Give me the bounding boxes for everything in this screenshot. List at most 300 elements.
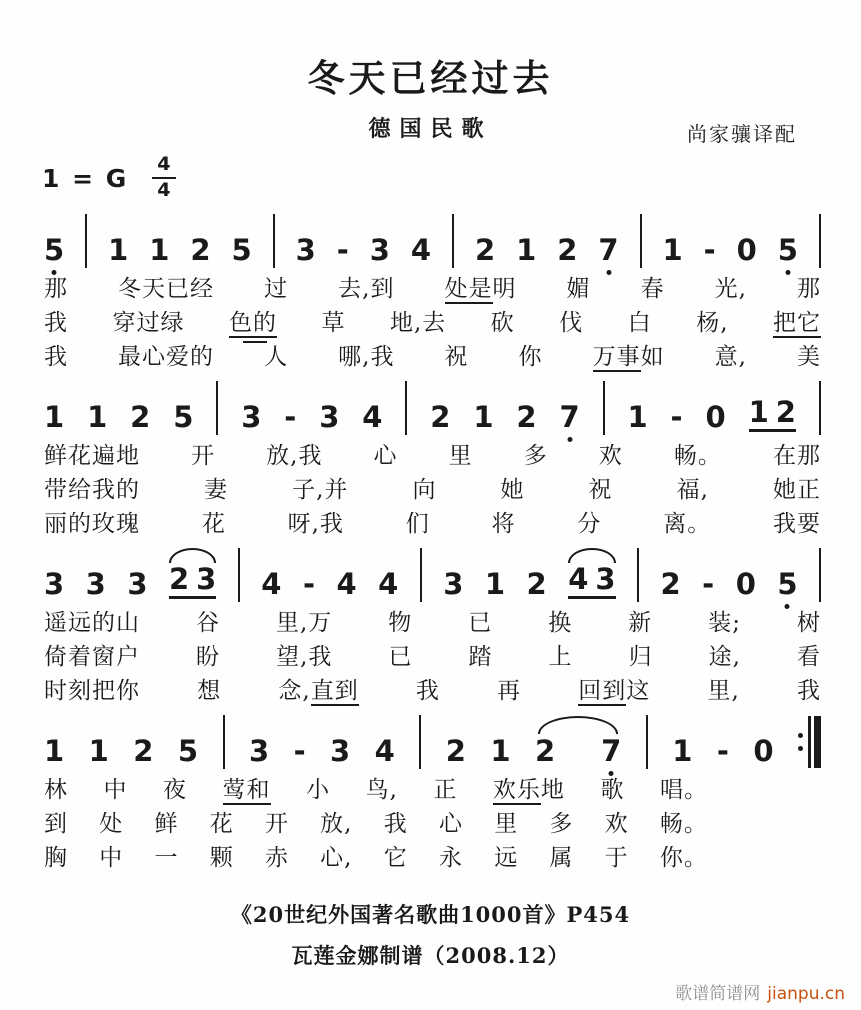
lyric-cell (797, 674, 821, 708)
lyric-cell (196, 606, 220, 640)
syllable: 草 (321, 310, 346, 336)
duration-dash: - (284, 400, 297, 434)
syllable: 远 (494, 845, 519, 871)
note: 4 (410, 233, 432, 267)
syllable: 心 (373, 443, 398, 469)
sheet-music-page (0, 48, 861, 1010)
syllable: 遥远的山 (44, 610, 140, 636)
slurred-note-group (568, 562, 616, 599)
underlined-syllable: 万事 (592, 344, 641, 370)
syllable: 你。 (659, 845, 708, 871)
syllable: 谷 (195, 610, 220, 636)
syllable: 心, (320, 845, 353, 871)
lyric-cell (374, 439, 398, 473)
note: 3 (241, 400, 262, 434)
syllable: 归 (628, 644, 653, 670)
note: 1 (748, 395, 769, 429)
lyric-cell (567, 272, 591, 306)
song-title: 冬天已经过去 (307, 56, 554, 100)
lyric-cell (196, 640, 220, 674)
lyric-cell (593, 340, 665, 374)
syllable: 带给我的 (44, 477, 140, 503)
lyric-cell (44, 773, 68, 807)
underlined-syllable: 把它 (772, 310, 821, 336)
note: 2 (445, 734, 466, 768)
note: 4 (374, 734, 395, 768)
lyric-cell (660, 807, 708, 841)
syllable: 多 (523, 443, 548, 469)
syllable: 换 (548, 610, 573, 636)
song-origin: 德国民歌 (368, 116, 493, 142)
syllable: 春 (640, 276, 665, 302)
lyric-cell (497, 674, 521, 708)
time-signature-numerator: 4 (152, 154, 175, 179)
note: 1 (108, 233, 129, 267)
lyric-cell (197, 674, 221, 708)
lyric-cell (797, 272, 821, 306)
note: 5 (173, 400, 194, 434)
syllable: 歌 (600, 777, 625, 803)
note: 2 (516, 400, 537, 434)
lyric-cell (660, 841, 708, 875)
syllable: 离。 (663, 511, 712, 537)
syllable: 看 (797, 644, 821, 670)
syllable: 途, (708, 644, 741, 670)
lyric-cell (229, 306, 277, 340)
note: 0 (753, 734, 774, 768)
lyric-cell (660, 773, 708, 807)
lyric-cell (44, 272, 68, 306)
syllable: 已 (468, 610, 493, 636)
syllable: 人 (264, 344, 289, 370)
music-system (44, 381, 821, 541)
syllable: 哪,我 (338, 344, 395, 370)
note: 1 (473, 400, 494, 434)
underlined-syllable: 欢乐 (492, 777, 541, 803)
lyric-cell (412, 473, 436, 507)
note: 2 (660, 567, 681, 601)
note: 4 (362, 400, 383, 434)
lyric-row (44, 473, 821, 507)
lyric-cell (715, 272, 747, 306)
lyric-cell (519, 340, 543, 374)
lyric-cell (384, 841, 408, 875)
lyric-cell (605, 841, 629, 875)
thick-barline (814, 716, 821, 768)
lyric-cell (696, 306, 728, 340)
lyric-cell (674, 439, 722, 473)
lyric-cell (677, 473, 709, 507)
lyric-cell (468, 606, 492, 640)
lyric-cell (599, 439, 623, 473)
syllable: 想 (197, 678, 222, 704)
transcriber-credit: 瓦莲金娜制谱（2008.12） (291, 943, 570, 968)
notation-line (44, 548, 821, 606)
syllable: 踏 (468, 644, 493, 670)
note: 0 (705, 400, 726, 434)
lyric-cell (445, 340, 469, 374)
watermark-site-name: 歌谱简谱网 (675, 984, 761, 1004)
note: 1 (672, 734, 693, 768)
lyrics-block (44, 272, 821, 374)
lyric-cell (501, 473, 525, 507)
note: 4 (336, 567, 357, 601)
lyric-row (44, 841, 708, 875)
note-low-octave: 5 (44, 233, 65, 267)
note: 3 (295, 233, 316, 267)
barline (452, 214, 454, 268)
lyric-cell (773, 439, 821, 473)
slurred-note-group (534, 734, 622, 768)
lyric-cell (265, 841, 289, 875)
syllable: 祝 (588, 477, 613, 503)
syllable: 冬天已经 (118, 276, 215, 302)
syllable: 如 (640, 344, 665, 370)
note: 0 (735, 567, 756, 601)
syllable: 媚 (566, 276, 591, 302)
note: 1 (627, 400, 648, 434)
syllable: 里,万 (275, 610, 333, 636)
syllable: 那 (44, 276, 68, 302)
underlined-syllable: 直到 (310, 678, 359, 704)
lyric-cell (577, 507, 601, 541)
syllable: 新 (628, 610, 653, 636)
syllable: 倚着窗户 (44, 644, 140, 670)
lyric-cell (44, 640, 140, 674)
barline (223, 715, 225, 769)
lyric-cell (264, 340, 288, 374)
syllable: 祝 (444, 344, 469, 370)
lyric-cell (797, 340, 821, 374)
lyric-cell (163, 773, 187, 807)
syllable: 伐 (559, 310, 584, 336)
lyric-cell (99, 841, 123, 875)
syllable: 美 (797, 344, 821, 370)
syllable: 望,我 (276, 644, 333, 670)
barline (419, 715, 421, 769)
note: 5 (177, 734, 199, 768)
syllable: 分 (577, 511, 602, 537)
syllable: 中 (99, 845, 124, 871)
lyric-cell (276, 640, 332, 674)
syllable: 里, (707, 678, 740, 704)
syllable: 开 (191, 443, 216, 469)
lyric-cell (433, 773, 457, 807)
lyric-cell (773, 507, 821, 541)
syllable: 去,到 (338, 276, 395, 302)
lyric-cell (708, 606, 741, 640)
note: 1 (87, 400, 108, 434)
lyric-cell (797, 640, 821, 674)
lyric-cell (44, 473, 140, 507)
barline (405, 381, 407, 435)
syllable: 再 (497, 678, 522, 704)
repeat-end-barline (798, 716, 821, 768)
lyric-row (44, 606, 821, 640)
note-low-octave: 7 (601, 734, 622, 768)
note: 3 (44, 567, 65, 601)
lyric-cell (191, 439, 215, 473)
note: 4 (378, 567, 399, 601)
lyric-cell (44, 674, 140, 708)
syllable: 地,去 (389, 310, 447, 336)
lyric-cell (390, 306, 446, 340)
barline (603, 381, 605, 435)
lyric-cell (210, 807, 234, 841)
syllable: 向 (412, 477, 437, 503)
syllable: 唱。 (659, 777, 708, 803)
lyrics-block (44, 606, 821, 708)
lyric-cell (266, 439, 322, 473)
syllable: 胸 (44, 845, 68, 871)
syllable: 念, (278, 678, 311, 704)
syllable: 小 (306, 777, 331, 803)
syllable: 光, (714, 276, 747, 302)
watermark-link[interactable]: jianpu.cn (767, 984, 845, 1004)
music-system (44, 715, 821, 875)
syllable: 赤 (264, 845, 289, 871)
lyric-cell (628, 306, 652, 340)
lyric-row (44, 306, 821, 340)
syllable: 多 (549, 811, 574, 837)
syllable: 在那 (772, 443, 821, 469)
syllable: 放, (320, 811, 353, 837)
lyric-cell (388, 606, 412, 640)
note-low-octave: 5 (777, 567, 798, 601)
syllable: 物 (388, 610, 413, 636)
underlined-syllable: 回到 (578, 678, 627, 704)
header-row (0, 108, 861, 146)
lyric-cell (44, 439, 140, 473)
syllable: 过 (264, 276, 289, 302)
lyric-cell (223, 773, 271, 807)
syllable: 丽的玫瑰 (44, 511, 140, 537)
duration-dash: - (336, 233, 349, 267)
syllable: 于 (604, 845, 629, 871)
lyric-cell (707, 674, 739, 708)
repeat-dots (798, 733, 803, 751)
syllable: 永 (438, 845, 463, 871)
lyric-row (44, 773, 708, 807)
duration-dash: - (670, 400, 683, 434)
syllable: 我 (383, 811, 408, 837)
lyric-cell (605, 807, 629, 841)
underlined-syllable: 莺和 (222, 777, 271, 803)
syllable: 你 (518, 344, 543, 370)
lyric-cell (264, 272, 288, 306)
lyric-cell (549, 640, 573, 674)
lyric-row (44, 507, 821, 541)
lyrics-block (44, 773, 821, 875)
syllable: 那 (797, 276, 821, 302)
syllable: 时刻把你 (44, 678, 140, 704)
lyric-row (44, 640, 821, 674)
lyric-cell (493, 773, 565, 807)
lyric-cell (288, 507, 344, 541)
lyric-cell (589, 473, 613, 507)
lyric-cell (388, 640, 412, 674)
barline (238, 548, 240, 602)
lyric-cell (99, 807, 123, 841)
lyric-cell (210, 841, 234, 875)
lyric-cell (629, 640, 653, 674)
lyric-cell (715, 340, 747, 374)
lyric-cell (549, 841, 573, 875)
lyric-cell (494, 841, 518, 875)
lyric-cell (320, 841, 352, 875)
note: 3 (127, 567, 148, 601)
lyric-row (44, 272, 821, 306)
lyric-cell (628, 606, 652, 640)
note: 1 (490, 734, 511, 768)
lyric-cell (491, 306, 515, 340)
lyric-cell (492, 507, 516, 541)
lyric-cell (118, 340, 214, 374)
note: 2 (526, 567, 547, 601)
note: 1 (88, 734, 109, 768)
lyric-cell (641, 272, 665, 306)
lyric-cell (276, 606, 332, 640)
syllable: 夜 (163, 777, 188, 803)
translator-credit: 尚家骧译配 (687, 122, 797, 146)
note: 1 (484, 567, 506, 601)
lyric-cell (292, 473, 348, 507)
lyric-row (44, 340, 821, 374)
note: 3 (85, 567, 106, 601)
syllable: 杨, (696, 310, 729, 336)
lyric-cell (578, 674, 650, 708)
note: 1 (516, 233, 537, 267)
lyric-cell (112, 306, 184, 340)
syllable: 我要 (773, 511, 821, 537)
syllable: 正 (433, 777, 458, 803)
syllable: 畅。 (659, 811, 708, 837)
lyric-cell (154, 807, 178, 841)
lyric-cell (709, 640, 741, 674)
lyric-cell (469, 640, 493, 674)
lyric-cell (439, 841, 463, 875)
note: 0 (736, 233, 757, 267)
syllable: 鲜花遍地 (44, 443, 140, 469)
time-signature (152, 154, 175, 202)
syllable: 放,我 (266, 443, 323, 469)
syllable: 鲜 (154, 811, 179, 837)
lyric-cell (202, 507, 226, 541)
syllable: 地 (540, 777, 565, 803)
notation-line (44, 381, 821, 439)
notation-line (44, 715, 821, 773)
watermark (675, 979, 845, 1004)
syllable: 欢 (598, 443, 623, 469)
syllable: 鸟, (365, 777, 398, 803)
duration-dash: - (702, 567, 715, 601)
syllable: 我 (796, 678, 821, 704)
notation-line (44, 214, 821, 272)
barline (646, 715, 648, 769)
syllable: 花 (201, 511, 226, 537)
barline (640, 214, 642, 268)
lyric-cell (320, 807, 352, 841)
source-book: 《20世纪外国著名歌曲1000首》P454 (230, 902, 631, 927)
lyric-cell (416, 674, 440, 708)
note: 2 (557, 233, 578, 267)
syllable: 处 (99, 811, 124, 837)
syllable: 穿过绿 (112, 310, 185, 336)
note: 3 (595, 562, 616, 596)
barline (819, 214, 821, 268)
note: 3 (369, 233, 390, 267)
note: 1 (44, 400, 65, 434)
syllable: 这 (626, 678, 651, 704)
lyric-cell (406, 507, 430, 541)
note: 5 (231, 233, 252, 267)
music-systems (44, 214, 821, 875)
syllable: 已 (388, 644, 413, 670)
syllable: 我 (44, 310, 68, 336)
note: 2 (130, 400, 151, 434)
syllable: 盼 (196, 644, 221, 670)
underlined-syllable: 处是 (444, 276, 493, 302)
lyric-row (44, 674, 821, 708)
lyric-cell (384, 807, 408, 841)
lyric-cell (449, 439, 473, 473)
barline (637, 548, 639, 602)
lyric-cell (44, 807, 68, 841)
duration-dash: - (302, 567, 315, 601)
lyric-cell (338, 340, 394, 374)
note: 1 (44, 734, 65, 768)
lyric-cell (306, 773, 330, 807)
note: 3 (330, 734, 351, 768)
lyric-cell (559, 306, 583, 340)
note: 3 (196, 562, 217, 596)
lyric-cell (44, 340, 68, 374)
footer (0, 899, 861, 970)
syllable: 中 (103, 777, 128, 803)
lyric-cell (104, 773, 128, 807)
syllable: 林 (44, 777, 68, 803)
lyric-cell (366, 773, 398, 807)
lyric-cell (118, 272, 214, 306)
syllable: 里 (494, 811, 519, 837)
lyric-row (44, 807, 708, 841)
barline (216, 381, 218, 435)
syllable: 它 (383, 845, 408, 871)
syllable: 心 (438, 811, 463, 837)
note: 2 (430, 400, 451, 434)
note: 2 (534, 734, 556, 768)
syllable: 我 (415, 678, 440, 704)
syllable: 里 (448, 443, 473, 469)
syllable: 欢 (604, 811, 629, 837)
syllable: 到 (44, 811, 68, 837)
note: 2 (190, 233, 211, 267)
note: 3 (319, 400, 340, 434)
key-time-row (42, 148, 861, 208)
syllable: 们 (405, 511, 430, 537)
duration-dash: - (703, 233, 716, 267)
lyric-cell (600, 773, 624, 807)
note: 2 (168, 562, 190, 596)
beamed-note-group (748, 395, 796, 432)
syllable: 装; (708, 610, 741, 636)
time-signature-denominator: 4 (157, 179, 171, 201)
lyric-cell (549, 807, 573, 841)
lyric-cell (494, 807, 518, 841)
syllable: 将 (491, 511, 516, 537)
syllable: 花 (209, 811, 234, 837)
syllable: 意, (714, 344, 747, 370)
